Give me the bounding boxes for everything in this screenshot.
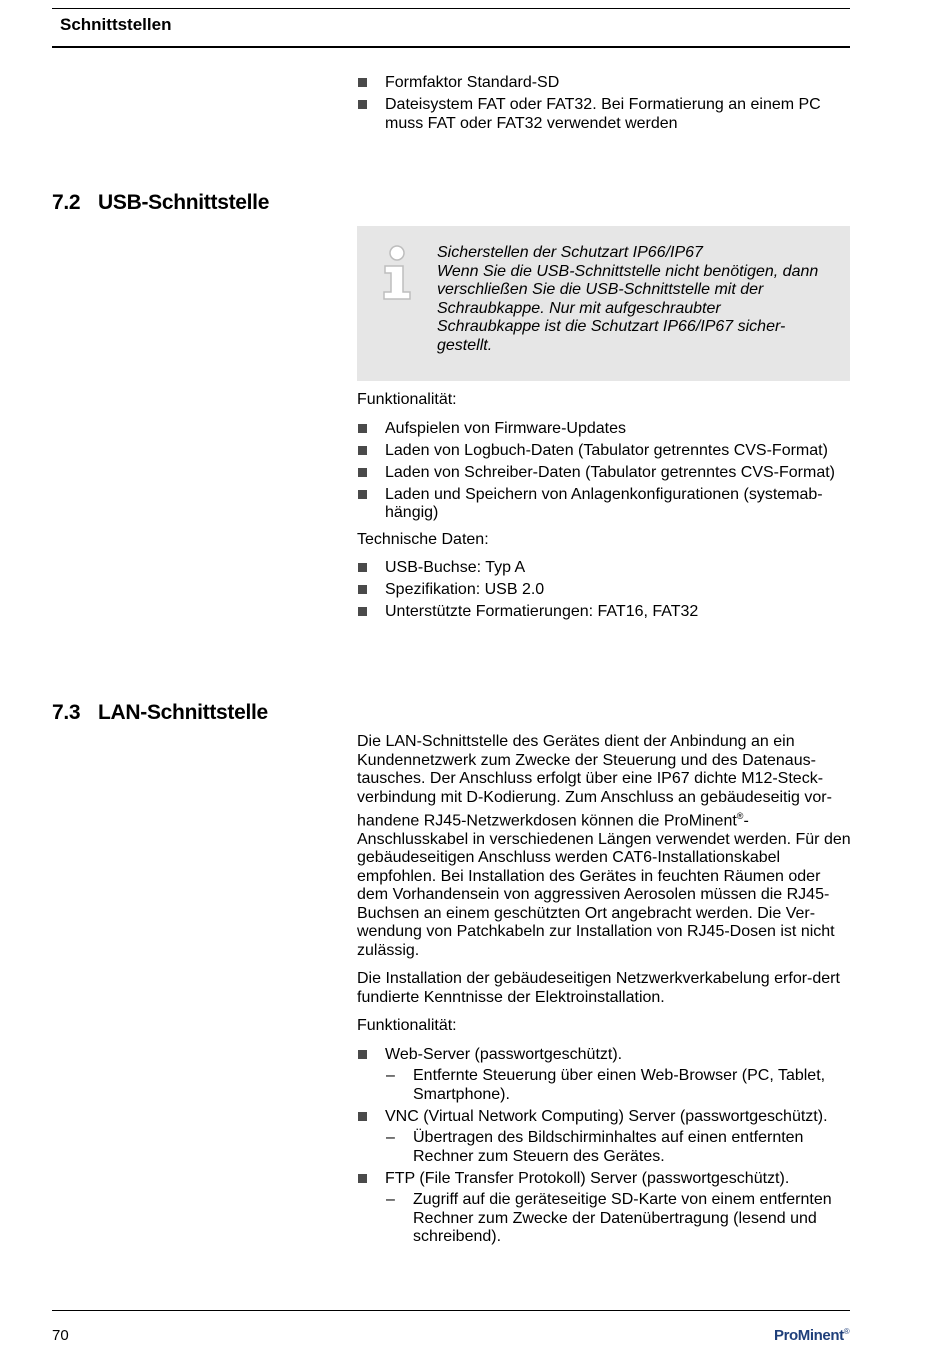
sub-list-item: – Zugriff auf die geräteseitige SD-Karte von einem entfernten Rechner zum Zwecke der Datenübertragung (lesend und schreibend).	[385, 1191, 852, 1247]
list-item-text: FTP (File Transfer Protokoll) Server (passwortgeschützt).	[385, 1169, 790, 1187]
lan-paragraph-1	[357, 733, 852, 960]
section-title: USB-Schnittstelle	[98, 191, 270, 214]
page-number: 70	[52, 1327, 69, 1344]
list-item: Unterstützte Formatierungen: FAT16, FAT32	[357, 603, 852, 622]
list-item: Dateisystem FAT oder FAT32. Bei Formatierung an einem PC muss FAT oder FAT32 verwendet werden	[357, 96, 852, 133]
usb-details	[357, 391, 852, 625]
list-item	[357, 1170, 852, 1247]
footer-rule	[52, 1310, 850, 1311]
list-item: Laden von Schreiber-Daten (Tabulator getrenntes CVS-Format)	[357, 464, 852, 483]
lan-paragraph-2: Die Installation der gebäudeseitigen Netzwerkverkabelung erfor-dert fundierte Kenntnisse der Elektroinstallation.	[357, 970, 840, 1006]
lan-details	[357, 733, 852, 1250]
sub-list	[385, 1129, 852, 1166]
list-item-text: VNC (Virtual Network Computing) Server (passwortgeschützt).	[385, 1107, 828, 1125]
paragraph-text: -Anschlusskabel in verschiedenen Längen verwendet werden. Für den gebäudeseitigen Anschluss werden CAT6-Installationskabel empfohlen. Bei Installation des Gerätes in feuchten Räumen oder dem Vorhandensein von aggressiven Aerosolen müssen die RJ45-Buchsen an einem geschützten Ort angebracht werden. Die Ver-wendung von Patchkabeln zur Installation von RJ45-Dosen ist nicht zulässig.	[357, 812, 851, 959]
list-item-text: Web-Server (passwortgeschützt).	[385, 1045, 623, 1063]
sub-list	[385, 1067, 852, 1104]
header-top-rule	[52, 8, 850, 9]
paragraph-text: Die LAN-Schnittstelle des Gerätes dient der Anbindung an ein Kundennetzwerk zum Zwecke der Steuerung und des Datenaus-tausches. Der Anschluss erfolgt über eine IP67 dichte M12-Steck-verbindung mit D-Kodierung. Zum Anschluss an gebäudeseitig vor-handene RJ45-Netzwerkdosen können die ProMinent	[357, 733, 832, 830]
header-bottom-rule	[52, 46, 850, 48]
section-heading-usb	[52, 191, 269, 215]
sub-list-item: – Übertragen des Bildschirminhaltes auf einen entfernten Rechner zum Steuern des Gerätes.	[385, 1129, 852, 1166]
list-item: USB-Buchse: Typ A	[357, 559, 852, 578]
lan-functionality-list	[357, 1046, 852, 1247]
registered-mark: ®	[736, 811, 744, 821]
section-number: 7.2	[52, 191, 81, 214]
usb-technical-list	[357, 559, 852, 622]
info-note	[357, 226, 850, 381]
sub-list	[385, 1191, 852, 1247]
section-title: LAN-Schnittstelle	[98, 701, 268, 724]
note-body: Wenn Sie die USB-Schnittstelle nicht benötigen, dann verschließen Sie die USB-Schnittstelle mit der Schraubkappe. Nur mit aufgeschraubter Schraubkappe ist die Schutzart IP66/IP67 sicher-gestellt.	[437, 262, 819, 354]
info-icon	[379, 244, 415, 302]
brand-name: ProMinent	[774, 1327, 844, 1344]
brand-logo	[774, 1327, 849, 1344]
functionality-label: Funktionalität:	[357, 391, 457, 408]
list-item: Formfaktor Standard-SD	[357, 74, 852, 93]
list-item: Spezifikation: USB 2.0	[357, 581, 852, 600]
section-number: 7.3	[52, 701, 81, 724]
list-item: Laden von Logbuch-Daten (Tabulator getrenntes CVS-Format)	[357, 442, 852, 461]
sub-list-item: – Entfernte Steuerung über einen Web-Browser (PC, Tablet, Smartphone).	[385, 1067, 852, 1104]
note-title: Sicherstellen der Schutzart IP66/IP67	[437, 244, 703, 261]
intro-block	[357, 74, 852, 137]
list-item	[357, 1046, 852, 1105]
technical-label: Technische Daten:	[357, 530, 489, 548]
list-item	[357, 1108, 852, 1167]
note-text	[437, 244, 827, 355]
intro-list	[357, 74, 852, 133]
section-heading-lan	[52, 701, 268, 725]
brand-mark: ®	[843, 1327, 850, 1336]
list-item: Laden und Speichern von Anlagenkonfigurationen (systemab-hängig)	[357, 486, 852, 523]
list-item: Aufspielen von Firmware-Updates	[357, 420, 852, 439]
usb-functionality-list	[357, 420, 852, 523]
functionality-label: Funktionalität:	[357, 1017, 457, 1035]
header-title: Schnittstellen	[60, 15, 172, 34]
